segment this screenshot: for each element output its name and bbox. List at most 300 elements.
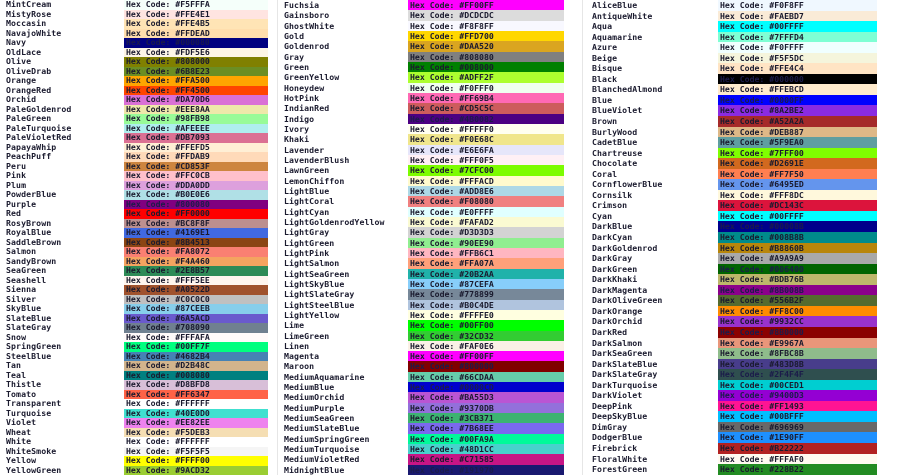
hex-code-label: Hex Code: #556B2F <box>720 295 804 306</box>
color-row <box>6 228 268 238</box>
hex-code-label: Hex Code: #00008B <box>720 221 804 232</box>
color-name: DarkGreen <box>592 263 638 274</box>
color-name: DarkSeaGreen <box>592 348 653 359</box>
color-name: White <box>6 437 32 446</box>
color-row <box>592 432 877 443</box>
color-name: DarkGray <box>592 253 633 264</box>
color-name: Green <box>284 61 310 72</box>
color-row <box>284 227 564 237</box>
color-swatch <box>124 67 268 77</box>
hex-code-label: Hex Code: #FFA500 <box>126 76 210 85</box>
color-name: DeepPink <box>592 400 633 411</box>
hex-code-label: Hex Code: #808000 <box>126 57 210 66</box>
color-swatch <box>124 333 268 343</box>
color-swatch <box>408 361 564 371</box>
hex-code-label: Hex Code: #E6E6FA <box>410 144 494 155</box>
hex-code-label: Hex Code: #E0FFFF <box>410 206 494 217</box>
color-swatch <box>408 238 564 248</box>
color-swatch <box>408 155 564 165</box>
hex-code-label: Hex Code: #DC143C <box>720 200 804 211</box>
color-swatch <box>124 133 268 143</box>
color-swatch <box>408 227 564 237</box>
hex-code-label: Hex Code: #BC8F8F <box>126 218 210 228</box>
hex-code-label: Hex Code: #00FA9A <box>410 433 494 444</box>
color-name: Brown <box>592 116 618 127</box>
color-name: SlateGray <box>6 323 52 332</box>
color-row <box>592 316 877 327</box>
color-swatch <box>408 165 564 175</box>
color-name: YellowGreen <box>6 465 62 475</box>
color-name: DarkRed <box>592 326 628 337</box>
color-swatch <box>124 171 268 181</box>
color-swatch <box>124 295 268 305</box>
color-swatch <box>124 19 268 29</box>
color-row <box>6 257 268 267</box>
color-swatch <box>124 285 268 295</box>
color-name: DarkOliveGreen <box>592 295 663 306</box>
color-name: Aquamarine <box>592 31 643 42</box>
color-swatch <box>718 21 877 32</box>
color-name: SteelBlue <box>6 351 52 361</box>
hex-code-label: Hex Code: #AFEEEE <box>126 123 210 133</box>
color-row <box>592 148 877 159</box>
color-row <box>6 200 268 210</box>
color-name: Khaki <box>284 134 310 145</box>
hex-code-label: Hex Code: #FF4500 <box>126 85 210 95</box>
hex-code-label: Hex Code: #FFF0F5 <box>410 154 494 165</box>
color-row <box>6 0 268 10</box>
color-swatch <box>408 289 564 299</box>
hex-code-label: Hex Code: #F5F5F5 <box>126 446 210 456</box>
color-swatch <box>124 276 268 286</box>
hex-code-label: Hex Code: #778899 <box>410 289 494 300</box>
color-swatch <box>718 443 877 454</box>
color-row <box>284 331 564 341</box>
color-swatch <box>718 306 877 317</box>
color-name: SandyBrown <box>6 256 57 266</box>
color-swatch <box>124 266 268 276</box>
hex-code-label: Hex Code: #BA55D3 <box>410 392 494 403</box>
color-row <box>284 155 564 165</box>
color-row <box>6 162 268 172</box>
color-name: LightSlateGray <box>284 289 355 300</box>
color-swatch <box>718 84 877 95</box>
color-row <box>284 423 564 433</box>
color-name: MidnightBlue <box>284 464 345 475</box>
color-swatch <box>124 257 268 267</box>
hex-code-label: Hex Code: #C0C0C0 <box>126 294 210 304</box>
color-row <box>284 403 564 413</box>
color-row <box>6 323 268 333</box>
color-row <box>284 176 564 186</box>
hex-code-label: Hex Code: #ADD8E6 <box>410 185 494 196</box>
hex-code-label: Hex Code: #FFE4C4 <box>720 63 804 74</box>
color-name: MediumSlateBlue <box>284 423 360 434</box>
color-row <box>592 32 877 43</box>
color-name: Indigo <box>284 113 315 124</box>
color-swatch <box>718 380 877 391</box>
color-swatch <box>408 21 564 31</box>
hex-code-label: Hex Code: #800000 <box>410 361 494 372</box>
hex-code-label: Hex Code: #FAFAD2 <box>410 216 494 227</box>
color-name: Lavender <box>284 144 325 155</box>
color-swatch <box>718 148 877 159</box>
color-name: DarkSalmon <box>592 337 643 348</box>
color-row <box>592 211 877 222</box>
color-row <box>592 200 877 211</box>
color-name: OliveDrab <box>6 66 52 76</box>
color-swatch <box>124 209 268 219</box>
color-row <box>6 466 268 475</box>
color-row <box>592 158 877 169</box>
color-row <box>6 48 268 58</box>
color-swatch <box>124 95 268 105</box>
color-name: Coral <box>592 168 618 179</box>
hex-code-label: Hex Code: #4682B4 <box>126 351 210 361</box>
color-name: Lime <box>284 320 305 331</box>
hex-code-label: Hex Code: #90EE90 <box>410 237 494 248</box>
color-swatch <box>718 11 877 22</box>
color-name: Olive <box>6 57 32 66</box>
color-swatch <box>718 95 877 106</box>
color-row <box>592 232 877 243</box>
color-swatch <box>408 31 564 41</box>
color-swatch <box>124 418 268 428</box>
hex-code-label: Hex Code: #FFDEAD <box>126 28 210 38</box>
color-swatch <box>408 248 564 258</box>
color-name: MediumVioletRed <box>284 454 360 465</box>
color-name: LemonChiffon <box>284 175 345 186</box>
color-row <box>6 285 268 295</box>
color-name: DodgerBlue <box>592 432 643 443</box>
hex-code-label: Hex Code: #CD5C5C <box>410 103 494 114</box>
color-swatch <box>124 399 268 409</box>
color-row <box>284 41 564 51</box>
color-row <box>6 409 268 419</box>
color-row <box>592 105 877 116</box>
color-row <box>6 342 268 352</box>
hex-code-label: Hex Code: #ADFF2F <box>410 72 494 83</box>
color-row <box>284 465 564 475</box>
color-swatch <box>718 285 877 296</box>
color-name: FloralWhite <box>592 453 648 464</box>
color-swatch <box>124 314 268 324</box>
color-swatch <box>718 411 877 422</box>
color-name: Plum <box>6 180 27 190</box>
color-row <box>284 196 564 206</box>
column-divider <box>582 0 583 475</box>
color-row <box>592 369 877 380</box>
color-row <box>284 238 564 248</box>
color-swatch <box>718 53 877 64</box>
hex-code-label: Hex Code: #F5FFFA <box>126 0 210 9</box>
color-name: Violet <box>6 418 37 427</box>
hex-code-label: Hex Code: #6B8E23 <box>126 66 210 76</box>
color-swatch <box>408 351 564 361</box>
hex-code-label: Hex Code: #C71585 <box>410 454 494 465</box>
hex-code-label: Hex Code: #F0E68C <box>410 134 494 145</box>
color-name: Cornsilk <box>592 189 633 200</box>
hex-code-label: Hex Code: #FFFAF0 <box>720 453 804 464</box>
hex-code-label: Hex Code: #F8F8FF <box>410 20 494 31</box>
color-name: LightCoral <box>284 196 335 207</box>
hex-code-label: Hex Code: #B0E0E6 <box>126 190 210 199</box>
hex-code-label: Hex Code: #8A2BE2 <box>720 105 804 116</box>
hex-code-label: Hex Code: #A9A9A9 <box>720 253 804 264</box>
hex-code-label: Hex Code: #B0C4DE <box>410 299 494 310</box>
color-row <box>284 103 564 113</box>
color-swatch <box>124 428 268 438</box>
hex-code-label: Hex Code: #008000 <box>410 61 494 72</box>
color-name: LightSkyBlue <box>284 278 345 289</box>
color-row <box>6 124 268 134</box>
color-row <box>6 418 268 428</box>
hex-code-label: Hex Code: #F0FFFF <box>720 42 804 53</box>
color-name: DarkOrchid <box>592 316 643 327</box>
hex-code-label: Hex Code: #00BFFF <box>720 411 804 422</box>
color-row <box>592 63 877 74</box>
color-row <box>6 95 268 105</box>
color-swatch <box>718 390 877 401</box>
color-name: Pink <box>6 171 27 180</box>
color-row <box>284 165 564 175</box>
hex-code-label: Hex Code: #008B8B <box>720 232 804 243</box>
color-row <box>284 258 564 268</box>
hex-code-label: Hex Code: #FFE4E1 <box>126 9 210 19</box>
hex-code-label: Hex Code: #F5F5DC <box>720 52 804 63</box>
color-swatch <box>718 179 877 190</box>
hex-code-label: Hex Code: #8FBC8B <box>720 348 804 359</box>
color-swatch <box>124 409 268 419</box>
color-row <box>6 447 268 457</box>
hex-code-label: Hex Code: #00FF7F <box>126 342 210 351</box>
hex-code-label: Hex Code: #FA8072 <box>126 247 210 256</box>
color-row <box>592 116 877 127</box>
color-row <box>592 53 877 64</box>
color-row <box>284 434 564 444</box>
color-swatch <box>124 38 268 48</box>
color-name: PaleVioletRed <box>6 133 72 142</box>
color-name: LightPink <box>284 247 330 258</box>
color-swatch <box>124 76 268 86</box>
color-name: AliceBlue <box>592 0 638 10</box>
hex-code-label: Hex Code: #A52A2A <box>720 116 804 127</box>
color-row <box>6 19 268 29</box>
color-swatch <box>718 464 877 475</box>
hex-code-label: Hex Code: #2E8B57 <box>126 266 210 275</box>
hex-code-label: Hex Code: #9370DB <box>410 402 494 413</box>
color-name: RoyalBlue <box>6 228 52 237</box>
color-row <box>592 42 877 53</box>
color-name: MistyRose <box>6 9 52 19</box>
color-row <box>592 264 877 275</box>
color-swatch <box>124 190 268 200</box>
color-swatch <box>408 310 564 320</box>
hex-code-label: Hex Code: #F08080 <box>410 196 494 207</box>
color-swatch <box>718 264 877 275</box>
hex-code-label: Hex Code: #DDA0DD <box>126 180 210 190</box>
color-name: Gray <box>284 51 305 62</box>
color-row <box>284 454 564 464</box>
color-name: MediumAquamarine <box>284 371 365 382</box>
color-swatch <box>124 181 268 191</box>
color-row <box>6 314 268 324</box>
hex-code-label: Hex Code: #708090 <box>126 323 210 332</box>
color-row <box>6 276 268 286</box>
color-swatch <box>408 434 564 444</box>
color-name: Sienna <box>6 285 37 294</box>
color-swatch <box>124 29 268 39</box>
color-name: DarkKhaki <box>592 274 638 285</box>
color-name: LawnGreen <box>284 165 330 176</box>
color-row <box>592 443 877 454</box>
hex-code-label: Hex Code: #FFFACD <box>410 175 494 186</box>
color-name: GhostWhite <box>284 20 335 31</box>
color-name: MediumOrchid <box>284 392 345 403</box>
color-row <box>284 52 564 62</box>
hex-code-label: Hex Code: #B8860B <box>720 242 804 253</box>
hex-code-label: Hex Code: #FFEFD5 <box>126 142 210 152</box>
hex-code-label: Hex Code: #483D8B <box>720 358 804 369</box>
color-swatch <box>718 232 877 243</box>
color-swatch <box>124 437 268 447</box>
color-swatch <box>408 176 564 186</box>
color-name: Bisque <box>592 63 623 74</box>
color-swatch <box>408 196 564 206</box>
color-swatch <box>124 323 268 333</box>
hex-code-label: Hex Code: #FF7F50 <box>720 168 804 179</box>
hex-code-label: Hex Code: #EE82EE <box>126 418 210 427</box>
color-row <box>592 454 877 465</box>
hex-code-label: Hex Code: #40E0D0 <box>126 408 210 418</box>
color-swatch <box>408 114 564 124</box>
color-name: Linen <box>284 340 310 351</box>
color-row <box>6 38 268 48</box>
hex-code-label: Hex Code: #000080 <box>126 38 210 47</box>
color-row <box>6 437 268 447</box>
color-swatch <box>408 320 564 330</box>
color-row <box>284 444 564 454</box>
column-1 <box>6 0 268 475</box>
color-swatch <box>718 359 877 370</box>
hex-code-label: Hex Code: #D8BFD8 <box>126 380 210 389</box>
color-name: Firebrick <box>592 442 638 453</box>
hex-code-label: Hex Code: #FFDAB9 <box>126 152 210 161</box>
color-name: DarkSlateGray <box>592 369 658 380</box>
color-row <box>592 285 877 296</box>
color-row <box>6 86 268 96</box>
color-swatch <box>718 316 877 327</box>
color-name: Thistle <box>6 380 42 389</box>
color-swatch <box>408 454 564 464</box>
color-name: CornflowerBlue <box>592 179 663 190</box>
color-swatch <box>718 116 877 127</box>
color-row <box>6 114 268 124</box>
hex-code-label: Hex Code: #DEB887 <box>720 126 804 137</box>
color-row <box>592 11 877 22</box>
color-row <box>284 93 564 103</box>
color-row <box>284 10 564 20</box>
color-swatch <box>408 145 564 155</box>
color-name: LightGoldenrodYellow <box>284 216 385 227</box>
hex-code-label: Hex Code: #00FFFF <box>720 210 804 221</box>
color-row <box>284 341 564 351</box>
hex-code-label: Hex Code: #E9967A <box>720 337 804 348</box>
color-name: Orchid <box>6 95 37 104</box>
color-swatch <box>718 327 877 338</box>
color-row <box>284 207 564 217</box>
hex-code-label: Hex Code: #0000FF <box>720 94 804 105</box>
color-row <box>6 352 268 362</box>
color-name: DarkViolet <box>592 390 643 401</box>
hex-code-label: Hex Code: #FF8C00 <box>720 305 804 316</box>
color-swatch <box>408 403 564 413</box>
color-row <box>592 137 877 148</box>
color-row <box>592 169 877 180</box>
color-name: DarkBlue <box>592 221 633 232</box>
color-name: NavajoWhite <box>6 28 62 38</box>
color-name: Tan <box>6 361 22 370</box>
color-name: DarkCyan <box>592 232 633 243</box>
color-row <box>592 348 877 359</box>
color-swatch <box>718 401 877 412</box>
color-name: Beige <box>592 52 618 63</box>
color-row <box>6 380 268 390</box>
hex-code-label: Hex Code: #FFFFFF <box>126 399 210 408</box>
color-name: Transparent <box>6 399 62 408</box>
color-name: SkyBlue <box>6 304 42 313</box>
color-name: DeepSkyBlue <box>592 411 648 422</box>
hex-code-label: Hex Code: #FFEBCD <box>720 84 804 95</box>
color-swatch <box>408 372 564 382</box>
color-name: Magenta <box>284 351 320 362</box>
hex-code-label: Hex Code: #B22222 <box>720 442 804 453</box>
hex-code-label: Hex Code: #9400D3 <box>720 390 804 401</box>
hex-code-label: Hex Code: #FAEBD7 <box>720 10 804 21</box>
color-swatch <box>124 380 268 390</box>
color-swatch <box>718 221 877 232</box>
color-swatch <box>408 207 564 217</box>
hex-code-label: Hex Code: #6A5ACD <box>126 313 210 323</box>
hex-code-label: Hex Code: #4B0082 <box>410 113 494 124</box>
hex-code-label: Hex Code: #008080 <box>126 370 210 380</box>
color-name: LavenderBlush <box>284 154 350 165</box>
hex-code-label: Hex Code: #FFA07A <box>410 258 494 269</box>
hex-code-label: Hex Code: #00FF00 <box>410 320 494 331</box>
hex-code-label: Hex Code: #FAF0E6 <box>410 340 494 351</box>
color-row <box>6 57 268 67</box>
color-row <box>592 306 877 317</box>
color-swatch <box>124 352 268 362</box>
color-name: Turquoise <box>6 408 52 418</box>
color-swatch <box>124 238 268 248</box>
color-row <box>592 295 877 306</box>
color-row <box>284 145 564 155</box>
color-swatch <box>124 219 268 229</box>
hex-code-label: Hex Code: #7CFC00 <box>410 165 494 176</box>
color-row <box>6 361 268 371</box>
color-row <box>592 422 877 433</box>
color-name: PaleTurquoise <box>6 123 72 133</box>
column-3 <box>592 0 877 475</box>
color-row <box>284 83 564 93</box>
color-name: SeaGreen <box>6 266 47 275</box>
color-name: MediumTurquoise <box>284 444 360 455</box>
color-row <box>6 76 268 86</box>
hex-code-label: Hex Code: #A0522D <box>126 285 210 294</box>
color-row <box>284 21 564 31</box>
color-name: Gainsboro <box>284 10 330 21</box>
